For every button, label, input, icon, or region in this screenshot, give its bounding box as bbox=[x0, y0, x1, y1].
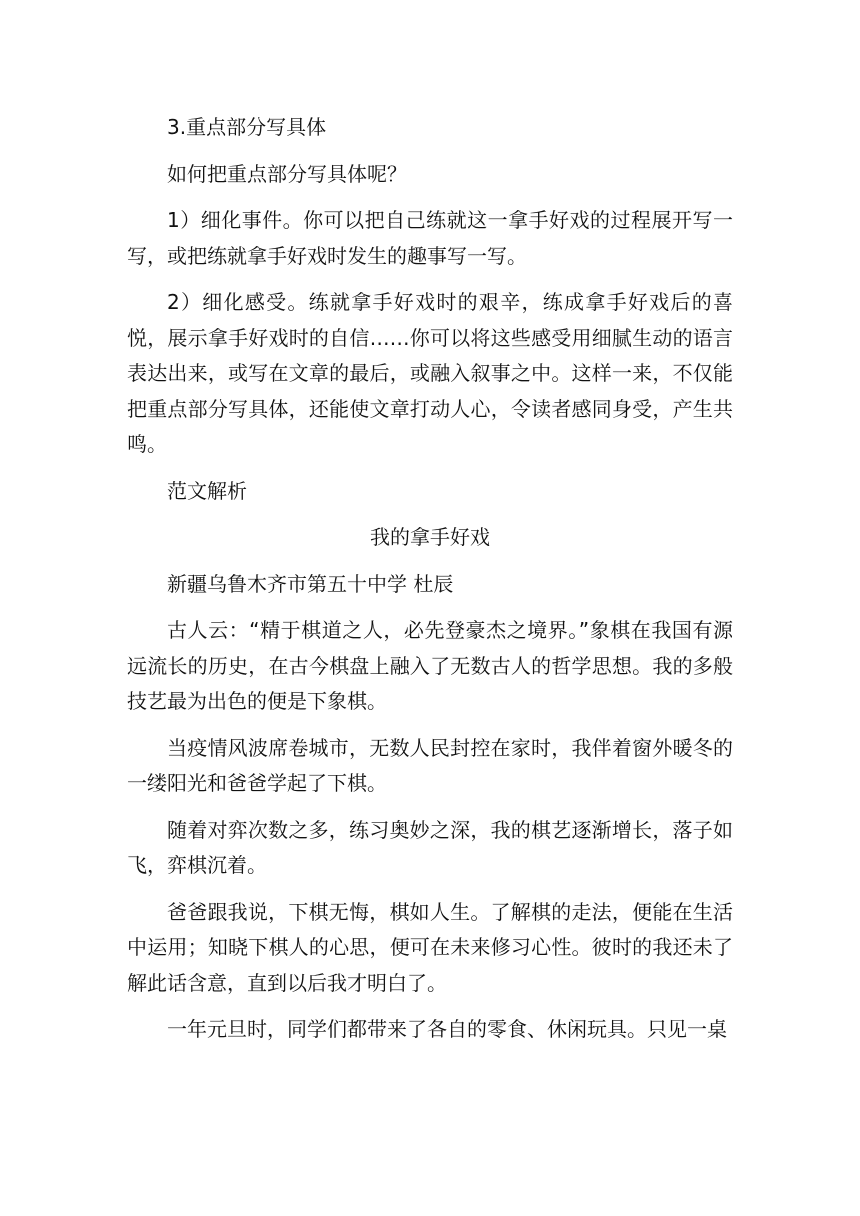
document-body bbox=[127, 110, 733, 1059]
essay-title: 我的拿手好戏 bbox=[370, 525, 490, 549]
essay-paragraph-4: 爸爸跟我说，下棋无悔，棋如人生。了解棋的走法，便能在生活中运用；知晓下棋人的心思，便可在未来修习心性。彼时的我还未了解此话含意，直到以后我才明白了。 bbox=[127, 899, 733, 995]
essay-paragraph-2: 当疫情风波席卷城市，无数人民封控在家时，我伴着窗外暖冬的一缕阳光和爸爸学起了下棋。 bbox=[127, 735, 733, 795]
question-paragraph: 如何把重点部分写具体呢？ bbox=[167, 161, 407, 186]
essay-paragraph-3: 随着对弈次数之多，练习奥妙之深，我的棋艺逐渐增长，落子如飞，弈棋沉着。 bbox=[127, 817, 733, 877]
section-label: 范文解析 bbox=[167, 478, 247, 503]
tip-paragraph-2: 2）细化感受。练就拿手好戏时的艰辛，练成拿手好戏后的喜悦，展示拿手好戏时的自信……你可以将这些感受用细腻生动的语言表达出来，或写在文章的最后，或融入叙事之中。这样一来，不仅能把重点部分写具体，还能使文章打动人心，令读者感同身受，产生共鸣。 bbox=[127, 290, 733, 456]
essay-author: 新疆乌鲁木齐市第五十中学 杜辰 bbox=[167, 571, 454, 596]
tip-paragraph-1: 1）细化事件。你可以把自己练就这一拿手好戏的过程展开写一写，或把练就拿手好戏时发生的趣事写一写。 bbox=[127, 208, 733, 268]
section-heading: 3.重点部分写具体 bbox=[167, 115, 327, 139]
essay-paragraph-1: 古人云：“精于棋道之人，必先登豪杰之境界。”象棋在我国有源远流长的历史，在古今棋盘上融入了无数古人的哲学思想。我的多般技艺最为出色的便是下象棋。 bbox=[127, 618, 733, 713]
essay-paragraph-5: 一年元旦时，同学们都带来了各自的零食、休闲玩具。只见一桌 bbox=[167, 1017, 727, 1041]
